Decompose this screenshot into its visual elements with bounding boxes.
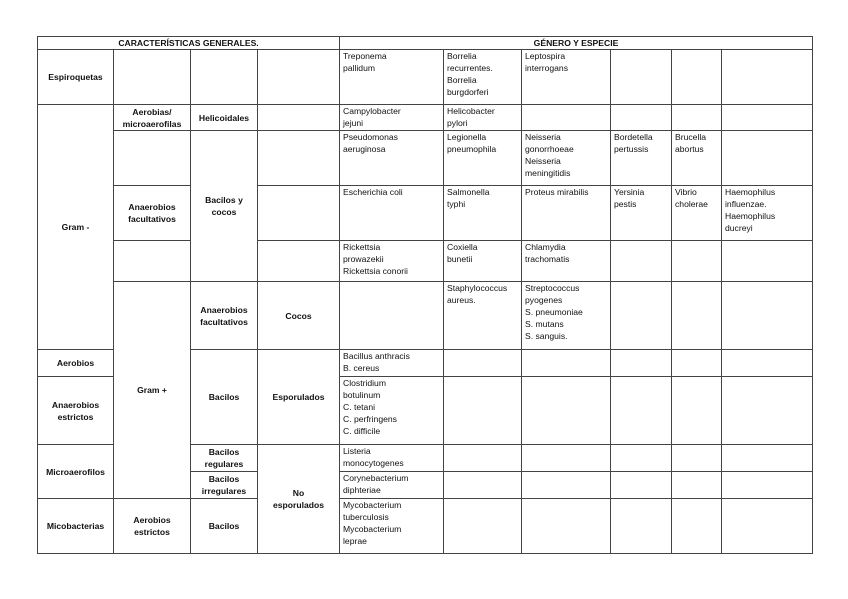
species-coxiella: Coxiella bunetii	[444, 241, 522, 282]
char-bacilos-regulares: Bacilos regulares	[191, 445, 258, 472]
species-listeria: Listeria monocytogenes	[340, 445, 444, 472]
species-brucella: Brucella abortus	[672, 131, 722, 186]
species-bacillus: Bacillus anthracis B. cereus	[340, 350, 444, 377]
char-no-esporulados: No esporulados	[258, 445, 340, 554]
table-row	[38, 131, 813, 186]
species-yersinia: Yersinia pestis	[611, 186, 672, 241]
header-caracteristicas: CARACTERÍSTICAS GENERALES.	[38, 37, 340, 50]
species-neisseria: Neisseria gonorrhoeae Neisseria meningitidis	[522, 131, 611, 186]
char-anaerobios-facultativos: Anaerobios facultativos	[114, 186, 191, 241]
char-cocos: Cocos	[258, 282, 340, 350]
group-espiroquetas: Espiroquetas	[38, 50, 114, 105]
species-mycobacterium: Mycobacterium tuberculosis Mycobacterium leprae	[340, 499, 444, 554]
char-aerobias-microaerofilas: Aerobias/ microaerofilas	[114, 105, 191, 131]
char-bacilos: Bacilos	[191, 350, 258, 445]
table-row	[38, 105, 813, 131]
species-vibrio: Vibrio cholerae	[672, 186, 722, 241]
species-leptospira: Leptospira interrogans	[522, 50, 611, 105]
group-gram-negative: Gram -	[38, 105, 114, 350]
group-micobacterias: Micobacterias	[38, 499, 114, 554]
species-salmonella: Salmonella typhi	[444, 186, 522, 241]
species-clostridium: Clostridium botulinum C. tetani C. perfringens C. difficile	[340, 377, 444, 445]
species-proteus: Proteus mirabilis	[522, 186, 611, 241]
char-anaerobios-estrictos: Anaerobios estrictos	[38, 377, 114, 445]
species-chlamydia: Chlamydia trachomatis	[522, 241, 611, 282]
species-campylobacter: Campylobacter jejuni	[340, 105, 444, 131]
char-anaerobios-facultativos-pos: Anaerobios facultativos	[191, 282, 258, 350]
char-bacilos-irregulares: Bacilos irregulares	[191, 472, 258, 499]
species-legionella: Legionella pneumophila	[444, 131, 522, 186]
species-corynebacterium: Corynebacterium diphteriae	[340, 472, 444, 499]
species-helicobacter: Helicobacter pylori	[444, 105, 522, 131]
species-bordetella: Bordetella pertussis	[611, 131, 672, 186]
char-bacilos-y-cocos: Bacilos y cocos	[191, 131, 258, 282]
species-rickettsia: Rickettsia prowazekii Rickettsia conorii	[340, 241, 444, 282]
table-row	[38, 50, 813, 105]
species-pseudomonas: Pseudomonas aeruginosa	[340, 131, 444, 186]
char-bacilos-mico: Bacilos	[191, 499, 258, 554]
char-aerobios: Aerobios	[38, 350, 114, 377]
group-gram-positive: Gram +	[114, 282, 191, 499]
table-row	[38, 241, 813, 282]
species-treponema: Treponema pallidum	[340, 50, 444, 105]
header-genero-especie: GÉNERO Y ESPECIE	[340, 37, 813, 50]
species-staphylococcus: Staphylococcus aureus.	[444, 282, 522, 350]
bacteria-classification-table	[37, 36, 813, 554]
table-row	[38, 282, 813, 350]
species-haemophilus: Haemophilus influenzae. Haemophilus ducreyi	[722, 186, 813, 241]
char-helicoidales: Helicoidales	[191, 105, 258, 131]
table-row	[38, 186, 813, 241]
species-streptococcus: Streptococcus pyogenes S. pneumoniae S. mutans S. sanguis.	[522, 282, 611, 350]
species-borrelia: Borrelia recurrentes. Borrelia burgdorferi	[444, 50, 522, 105]
char-microaerofilos: Microaerofilos	[38, 445, 114, 499]
char-aerobios-estrictos: Aerobios estrictos	[114, 499, 191, 554]
table-header-row	[38, 37, 813, 50]
char-esporulados: Esporulados	[258, 350, 340, 445]
table-row	[38, 499, 813, 554]
species-escherichia: Escherichia coli	[340, 186, 444, 241]
